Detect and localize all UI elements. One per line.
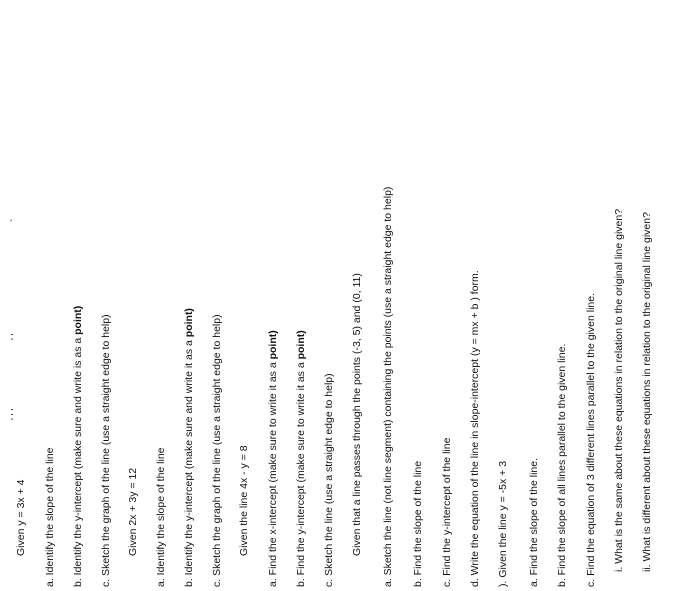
problem-line: b. Identify the y-intercept (make sure and write is as a point)	[72, 305, 84, 587]
problem-line: c. Find the y-intercept of the line	[441, 437, 453, 587]
problem-line: d. Write the equation of the line in slope-intercept (y = mx + b ) form.	[469, 270, 481, 587]
problem-line: c. Sketch the graph of the line (use a straight edge to help)	[211, 314, 223, 587]
problem-line: i. What is the same about these equations in relation to the original line given?	[613, 208, 625, 572]
problem-line: b. Find the slope of the line	[412, 460, 424, 587]
problem-line: c. Find the equation of 3 different lines parallel to the given line.	[585, 293, 597, 587]
problem-line: Given y = 3x + 4	[15, 479, 27, 556]
problem-line: a. Find the x-intercept (make sure to write it as a point)	[267, 330, 279, 587]
margin-fragment: `	[10, 218, 21, 222]
problem-line: c. Sketch the graph of the line (use a straight edge to help)	[100, 314, 112, 587]
problem-line: ). Given the line y = -5x + 3	[497, 460, 509, 587]
problem-line: a. Identify the slope of the line	[155, 447, 167, 587]
problem-line: a. Find the slope of the line.	[528, 458, 540, 587]
problem-line: b. Identify the y-intercept (make sure and write it as a point)	[183, 308, 195, 587]
problem-line: Given that a line passes through the points (-3, 5) and (0, 11)	[351, 273, 363, 556]
problem-line: b. Find the y-intercept (make sure to write it as a point)	[295, 330, 307, 587]
problem-line: a. Identify the slope of the line	[44, 447, 56, 587]
margin-fragment: ' ' '	[10, 408, 21, 420]
problem-line: Given 2x + 3y = 12	[127, 467, 139, 556]
problem-line: Given the line 4x - y = 8	[238, 445, 250, 556]
problem-line: c. Sketch the line (use a straight edge to help)	[323, 373, 335, 587]
problem-line: b. Find the slope of all lines parallel to the given line.	[556, 343, 568, 587]
margin-fragment: ' '	[10, 333, 21, 340]
problem-line: ii. What is different about these equations in relation to the original line given?	[641, 212, 653, 572]
problem-line: a. Sketch the line (not line segment) containing the points (use a straight edge to help)	[382, 186, 394, 587]
